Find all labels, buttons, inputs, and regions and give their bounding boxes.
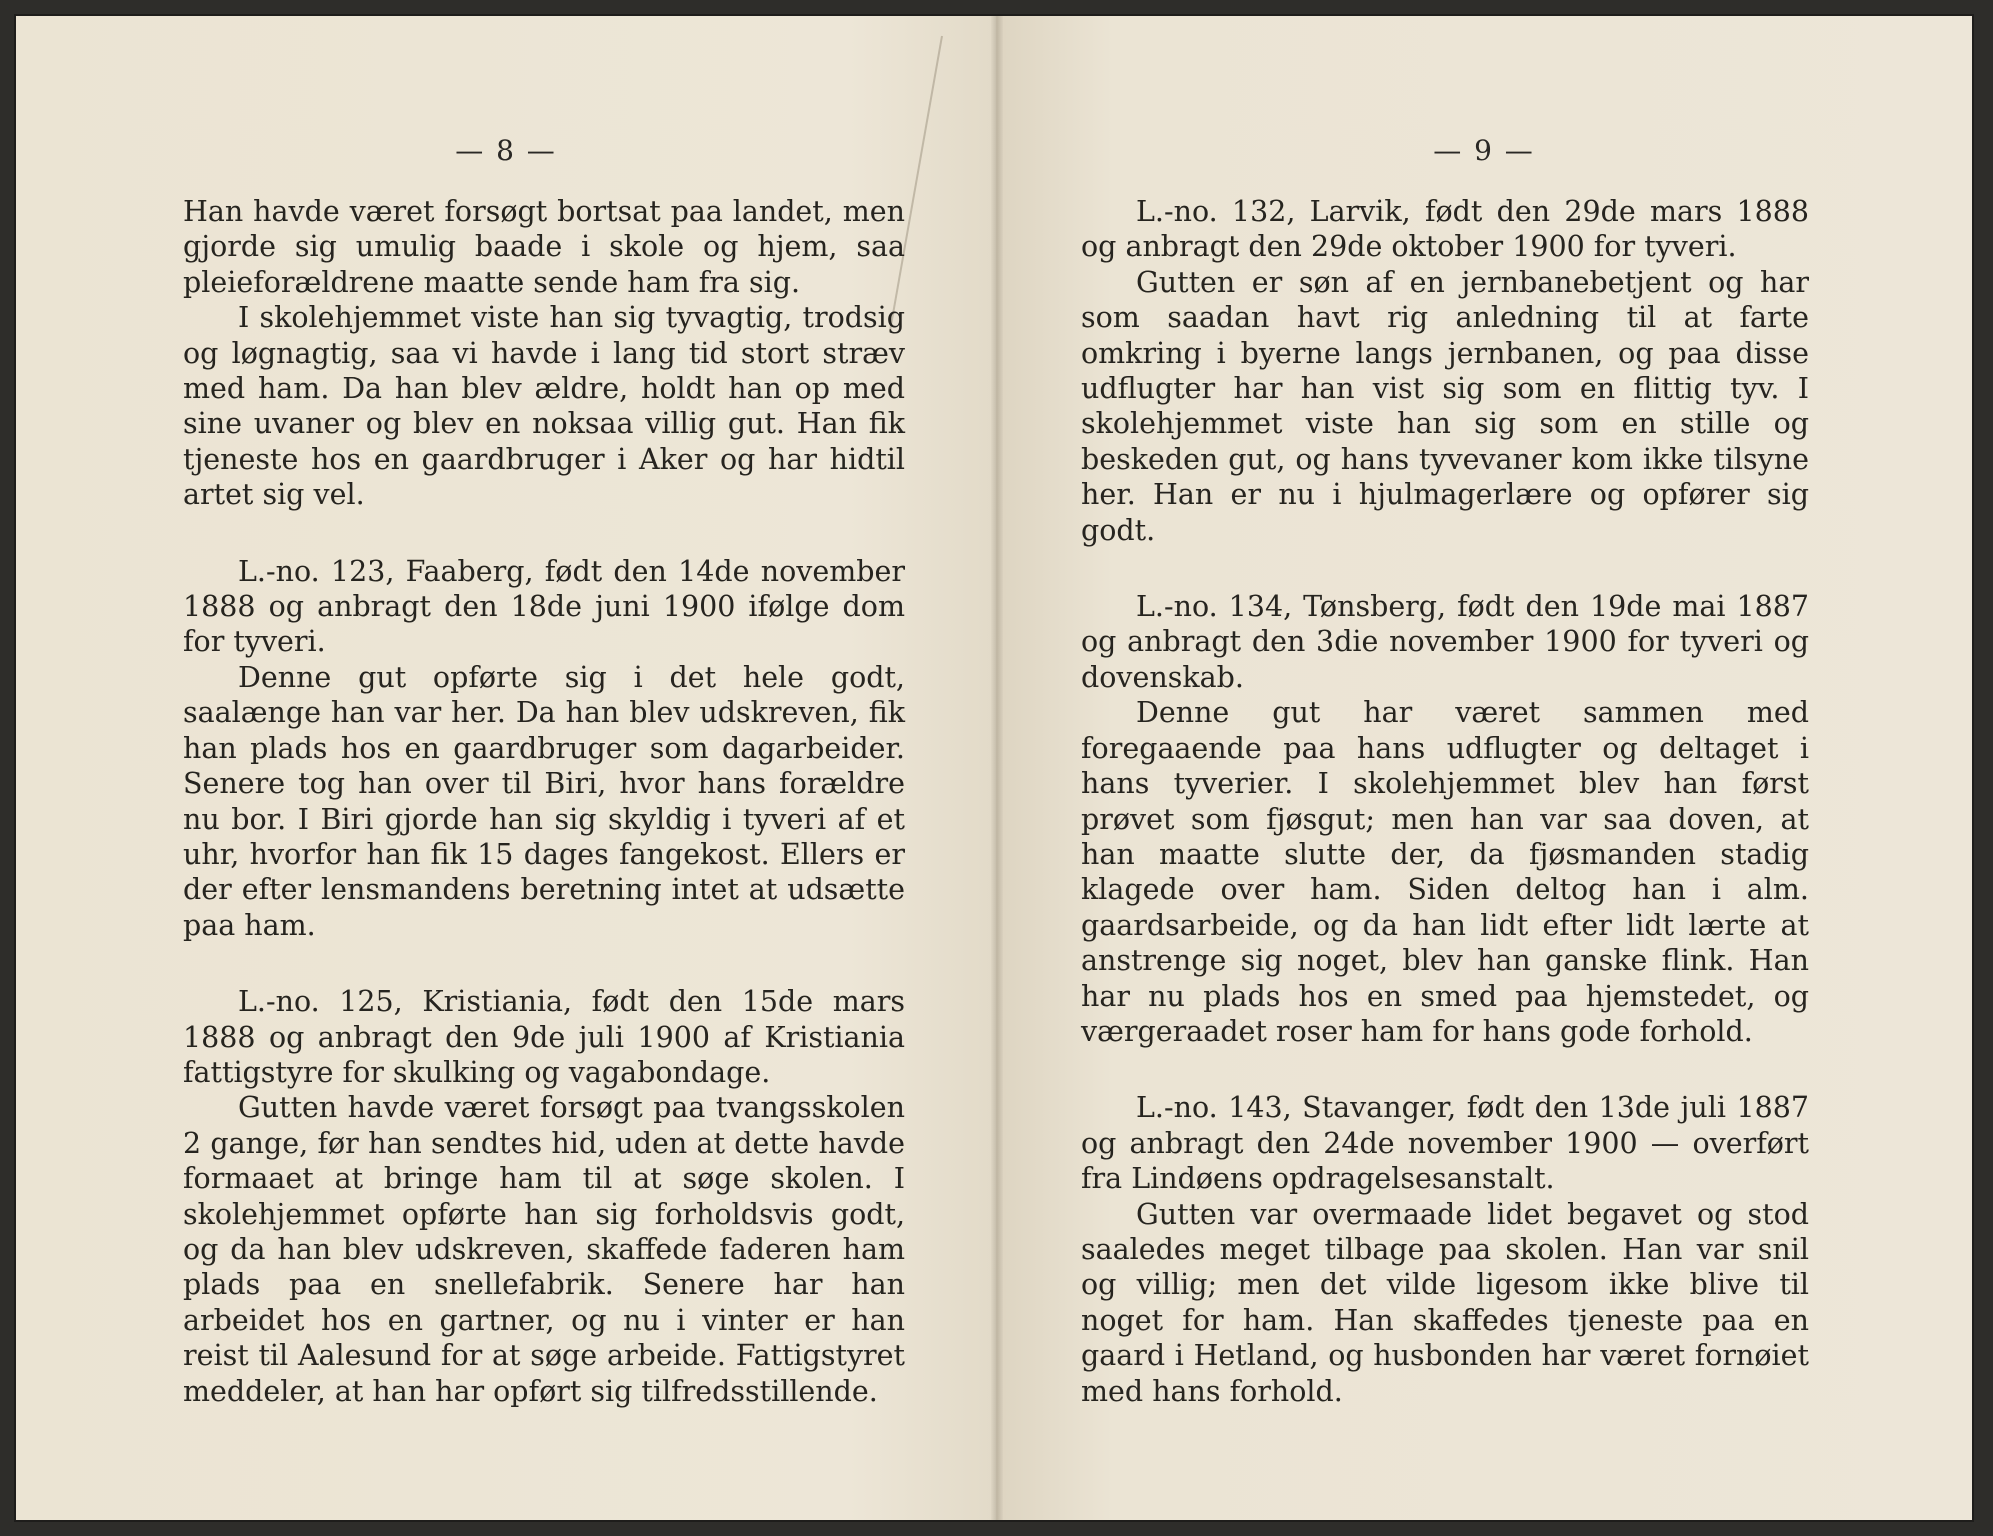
right-page bbox=[996, 16, 1972, 1520]
paragraph: Gutten havde været forsøgt paa tvangsskolen 2 gange, før han sendtes hid, uden at dette havde formaaet at bringe ham til at søge skolen. I skolehjemmet opførte han sig forholdsvis godt, og da han blev udskreven, skaffede faderen ham plads paa en snellefabrik. Senere har han arbeidet hos en gartner, og nu i vinter er han reist til Aalesund for at søge arbeide. Fattigstyret meddeler, at han har opført sig tilfredsstillende. bbox=[183, 1091, 905, 1408]
left-page bbox=[16, 16, 996, 1520]
entry-heading: L.-no. 143, Stavanger, født den 13de juli 1887 og anbragt den 24de november 1900 — overført fra Lindøens opdragelsesanstalt. bbox=[1081, 1091, 1809, 1196]
paragraph: Denne gut har været sammen med foregaaende paa hans udflugter og deltaget i hans tyverier. I skolehjemmet blev han først prøvet som fjøsgut; men han var saa doven, at han maatte slutte der, da fjøsmanden stadig klagede over ham. Siden deltog han i alm. gaardsarbeide, og da han lidt efter lidt lærte at anstrenge sig noget, blev han ganske flink. Han har nu plads hos en smed paa hjemstedet, og værgeraadet roser ham for hans gode forhold. bbox=[1081, 696, 1809, 1048]
paragraph: Gutten er søn af en jernbanebetjent og har som saadan havt rig anledning til at farte omkring i byerne langs jernbanen, og paa disse udflugter har han vist sig som en flittig tyv. I skolehjemmet viste han sig som en stille og beskeden gut, og hans tyvevaner kom ikke tilsyne her. Han er nu i hjulmagerlære og opfører sig godt. bbox=[1081, 265, 1809, 547]
page-number-right: — 9 — bbox=[1433, 134, 1535, 167]
paragraph: Han havde været forsøgt bortsat paa landet, men gjorde sig umulig baade i skole og hjem, saa pleieforældrene maatte sende ham fra sig. bbox=[183, 195, 905, 299]
entry-heading: L.-no. 125, Kristiania, født den 15de mars 1888 og anbragt den 9de juli 1900 af Kristiania fattigstyre for skulking og vagabondage. bbox=[183, 985, 905, 1089]
entry-heading: L.-no. 132, Larvik, født den 29de mars 1888 og anbragt den 29de oktober 1900 for tyveri. bbox=[1081, 195, 1809, 264]
paragraph: Denne gut opførte sig i det hele godt, saalænge han var her. Da han blev udskreven, fik han plads hos en gaardbruger som dagarbeider. Senere tog han over til Biri, hvor hans forældre nu bor. I Biri gjorde han sig skyldig i tyveri af et uhr, hvorfor han fik 15 dages fangekost. Ellers er der efter lensmandens beretning intet at udsætte paa ham. bbox=[183, 660, 905, 942]
entry-heading: L.-no. 134, Tønsberg, født den 19de mai 1887 og anbragt den 3die november 1900 for tyveri og dovenskab. bbox=[1081, 590, 1809, 694]
right-page-text bbox=[1081, 194, 1809, 1409]
left-page-text bbox=[183, 194, 905, 1409]
entry-heading: L.-no. 123, Faaberg, født den 14de november 1888 og anbragt den 18de juni 1900 ifølge dom for tyveri. bbox=[183, 554, 905, 659]
book-gutter bbox=[991, 16, 1003, 1520]
paragraph: I skolehjemmet viste han sig tyvagtig, trodsig og løgnagtig, saa vi havde i lang tid stort stræv med ham. Da han blev ældre, holdt han op med sine uvaner og blev en noksaa villig gut. Han fik tjeneste hos en gaardbruger i Aker og har hidtil artet sig vel. bbox=[183, 301, 905, 512]
page-number-left: — 8 — bbox=[455, 134, 557, 167]
open-book bbox=[14, 14, 1974, 1522]
paragraph: Gutten var overmaade lidet begavet og stod saaledes meget tilbage paa skolen. Han var snil og villig; men det vilde ligesom ikke blive til noget for ham. Han skaffedes tjeneste paa en gaard i Hetland, og husbonden har været fornøiet med hans forhold. bbox=[1081, 1197, 1809, 1408]
